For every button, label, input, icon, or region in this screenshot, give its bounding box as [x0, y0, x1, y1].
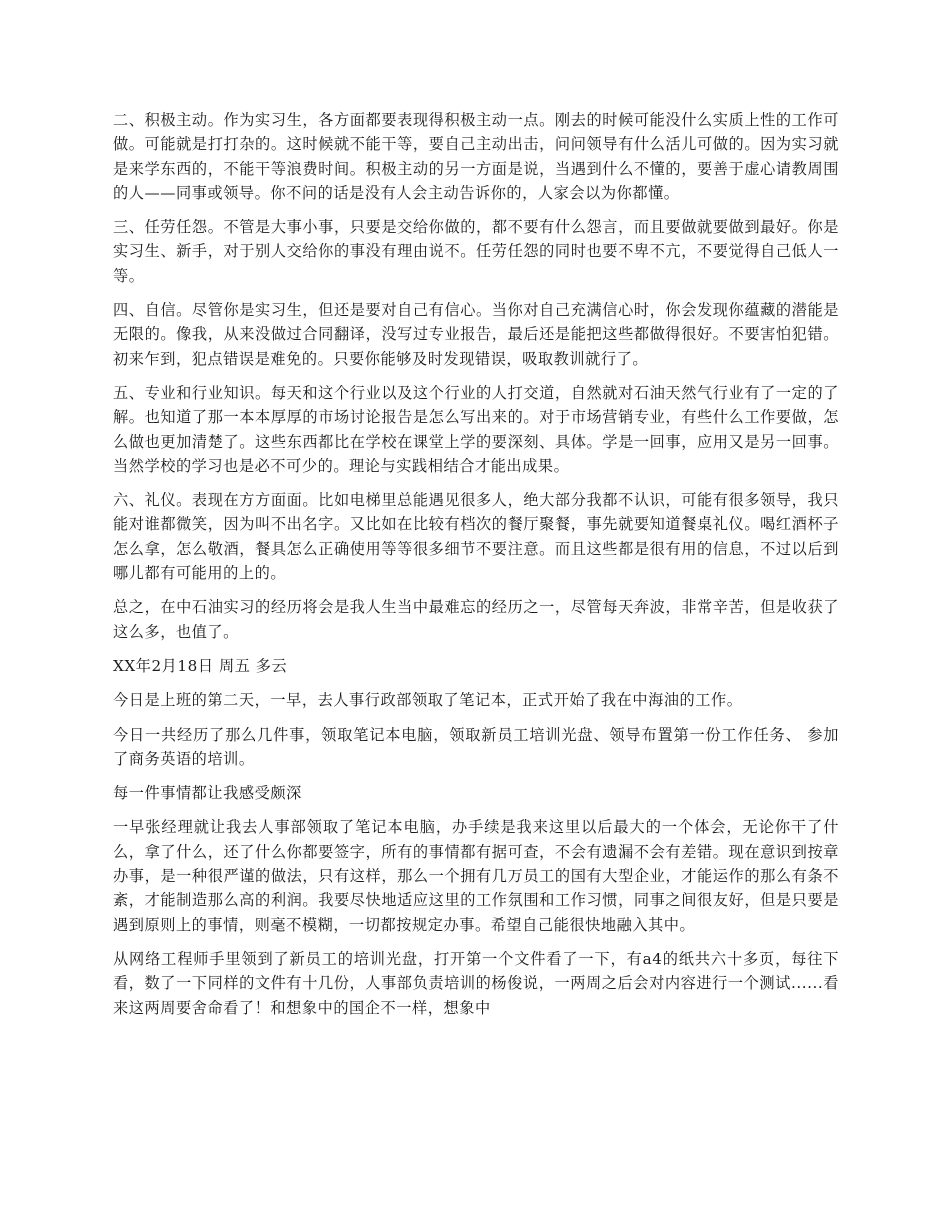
paragraph-impression: 每一件事情都让我感受颇深 — [113, 784, 302, 803]
diary-date-heading: XX年2月18日 周五 多云 — [113, 656, 288, 675]
paragraph-events: 今日一共经历了那么几件事，领取笔记本电脑，领取新员工培训光盘、领导布置第一份工作任务、 参加了商务英语的培训。 — [113, 725, 839, 768]
paragraph-laptop: 一早张经理就让我去人事部领取了笔记本电脑，办手续是我来这里以后最大的一个体会，无论你干了什么，拿了什么，还了什么你都要签字，所有的事情都有据可查，不会有遗漏不会有差错。现在意识到按章办事，是一种很严谨的做法，只有这样，那么一个拥有几万员工的国有大型企业，才能运作的那么有条不紊，才能制造那么高的利润。我要尽快地适应这里的工作氛围和工作习惯，同事之间很友好，但是只要是遇到原则上的事情，则毫不模糊，一切都按规定办事。希望自己能很快地融入其中。 — [113, 818, 839, 934]
paragraph-hardworking: 三、任劳任怨。不管是大事小事，只要是交给你做的，都不要有什么怨言，而且要做就要做到最好。你是实习生、新手，对于别人交给你的事没有理由说不。任劳任怨的同时也要不卑不亢，不要觉得自己低人一等。 — [113, 218, 839, 285]
paragraph-second-day: 今日是上班的第二天，一早，去人事行政部领取了笔记本，正式开始了我在中海油的工作。 — [113, 691, 743, 710]
paragraph-training-disc: 从网络工程师手里领到了新员工的培训光盘，打开第一个文件看了一下，有a4的纸共六十多页，每往下看，数了一下同样的文件有十几份，人事部负责培训的杨俊说，一两周之后会对内容进行一个测试......看来这两周要舍命看了！和想象中的国企不一样，想象中 — [113, 949, 839, 1017]
paragraph-industry-knowledge: 五、专业和行业知识。每天和这个行业以及这个行业的人打交道，自然就对石油天然气行业有了一定的了解。也知道了那一本本厚厚的市场讨论报告是怎么写出来的。对于市场营销专业，有些什么工作要做，怎么做也更加清楚了。这些东西都比在学校在课堂上学的要深刻、具体。学是一回事，应用又是另一回事。当然学校的学习也是必不可少的。理论与实践相结合才能出成果。 — [113, 383, 839, 475]
paragraph-proactive: 二、积极主动。作为实习生，各方面都要表现得积极主动一点。刚去的时候可能没什么实质上性的工作可做。可能就是打打杂的。这时候就不能干等，要自己主动出击，问问领导有什么活儿可做的。因为实习就是来学东西的，不能干等浪费时间。积极主动的另一方面是说，当遇到什么不懂的，要善于虚心请教周围的人——同事或领导。你不问的话是没有人会主动告诉你的，人家会以为你都懂。 — [113, 111, 839, 202]
paragraph-confidence: 四、自信。尽管你是实习生，但还是要对自己有信心。当你对自己充满信心时，你会发现你蕴藏的潜能是无限的。像我，从来没做过合同翻译，没写过专业报告，最后还是能把这些都做得很好。不要害怕犯错。初来乍到，犯点错误是难免的。只要你能够及时发现错误，吸取教训就行了。 — [113, 301, 839, 368]
paragraph-etiquette: 六、礼仪。表现在方方面面。比如电梯里总能遇见很多人，绝大部分我都不认识，可能有很多领导，我只能对谁都微笑，因为叫不出名字。又比如在比较有档次的餐厅聚餐，事先就要知道餐桌礼仪。喝红酒杯子怎么拿，怎么敬酒，餐具怎么正确使用等等很多细节不要注意。而且这些都是很有用的信息，不过以后到哪儿都有可能用的上的。 — [113, 491, 839, 583]
document-page — [113, 108, 839, 1030]
paragraph-summary: 总之，在中石油实习的经历将会是我人生当中最难忘的经历之一，尽管每天奔波，非常辛苦，但是收获了这么多，也值了。 — [113, 598, 839, 641]
